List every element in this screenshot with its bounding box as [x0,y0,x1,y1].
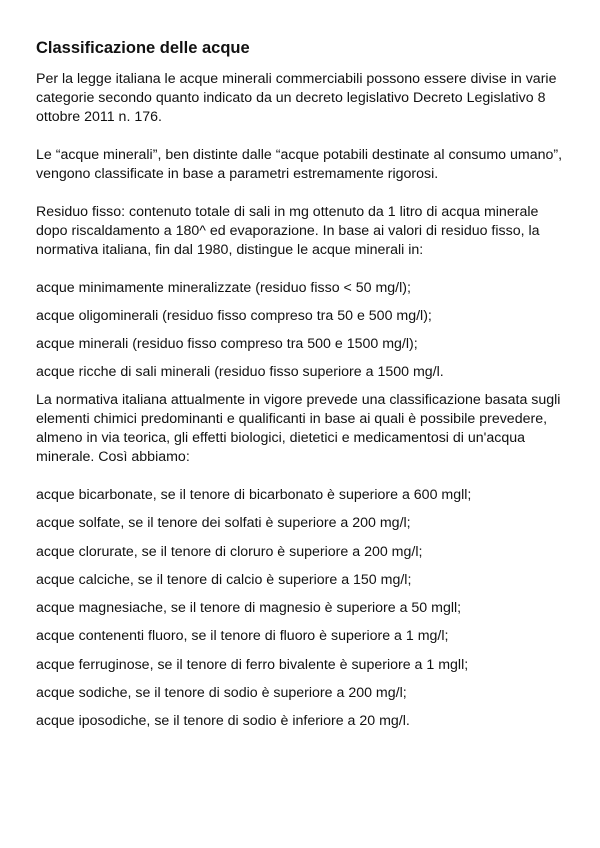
residuo-list [36,279,564,382]
list-item: acque ferruginose, se il tenore di ferro bivalente è superiore a 1 mgll; [36,656,469,673]
list-item: acque clorurate, se il tenore di cloruro è superiore a 200 mg/l; [36,543,423,560]
list-item: acque solfate, se il tenore dei solfati è superiore a 200 mg/l; [36,515,411,532]
intro-paragraph: Per la legge italiana le acque minerali commerciabili possono essere divise in varie categorie secondo quanto indicato da un decreto legislativo Decreto Legislativo 8 ottobre 2011 n. 176. [36,71,557,125]
list-item: acque bicarbonate, se il tenore di bicarbonato è superiore a 600 mgll; [36,487,472,503]
list-item: acque minerali (residuo fisso compreso tra 500 e 1500 mg/l); [36,336,418,352]
list-item: acque ricche di sali minerali (residuo fisso superiore a 1500 mg/l. [36,364,444,380]
document-title: Classificazione delle acque [36,39,250,57]
list-item: acque minimamente mineralizzate (residuo fisso < 50 mg/l); [36,280,411,296]
normativa-paragraph: La normativa italiana attualmente in vigore prevede una classificazione basata sugli elementi chimici predominanti e qualificanti in base ai quali è possibile prevedere, almeno in via teorica, gli effetti biologici, dietetici e medicamentosi di un'acqua minerale. Così abbiamo: [36,392,561,465]
list-item: acque iposodiche, se il tenore di sodio è inferiore a 20 mg/l. [36,713,410,730]
document-page [36,38,564,741]
list-item: acque oligominerali (residuo fisso compreso tra 50 e 500 mg/l); [36,308,432,324]
chemical-list [36,486,564,731]
definition-paragraph: Le “acque minerali”, ben distinte dalle “acque potabili destinate al consumo umano”, vengono classificate in base a parametri estremamente rigorosi. [36,147,563,182]
list-item: acque calciche, se il tenore di calcio è superiore a 150 mg/l; [36,571,412,588]
residuo-paragraph: Residuo fisso: contenuto totale di sali in mg ottenuto da 1 litro di acqua minerale dopo riscaldamento a 180^ ed evaporazione. In base ai valori di residuo fisso, la normativa italiana, fin dal 1980, distingue le acque minerali in: [36,204,540,258]
list-item: acque magnesiache, se il tenore di magnesio è superiore a 50 mgll; [36,600,462,617]
list-item: acque sodiche, se il tenore di sodio è superiore a 200 mg/l; [36,685,407,702]
list-item: acque contenenti fluoro, se il tenore di fluoro è superiore a 1 mg/l; [36,628,449,645]
